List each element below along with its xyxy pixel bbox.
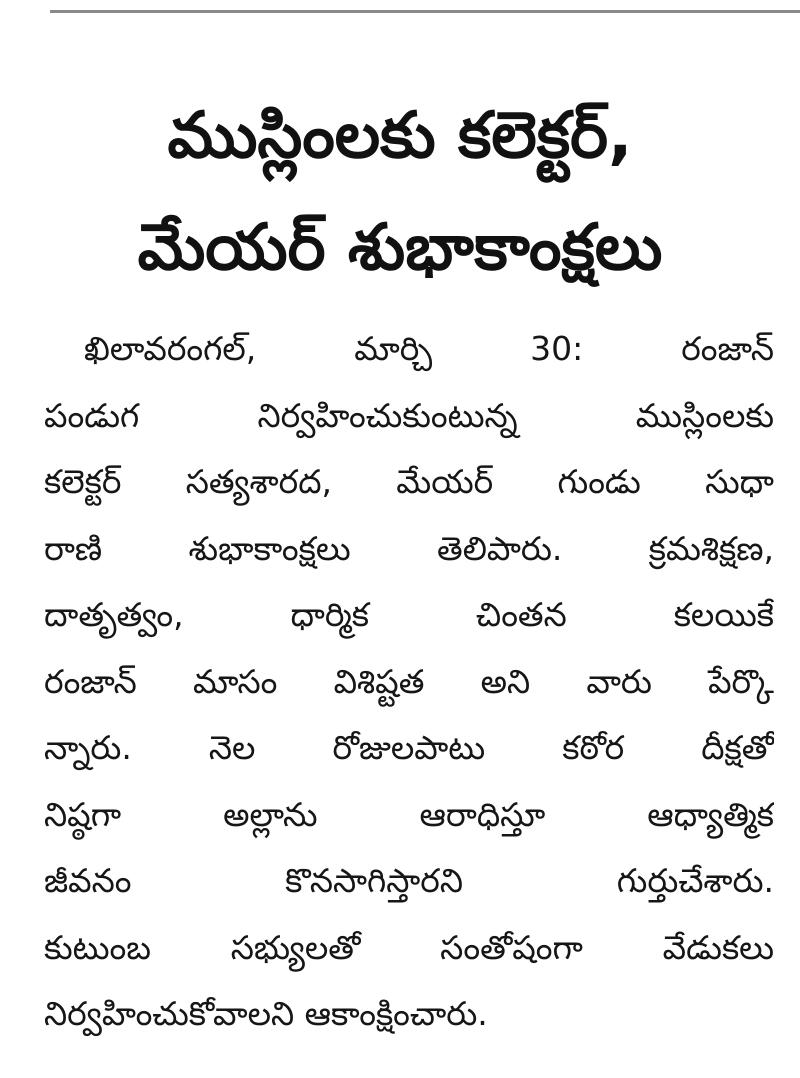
body-line: నిర్వహించుకోవాలని ఆకాంక్షించారు. (44, 994, 488, 1033)
body-line: కలెక్టర్ సత్యశారద, మేయర్ గుండు సుధా (44, 462, 774, 501)
article-headline (20, 80, 780, 304)
headline-line-2: మేయర్ శుభాకాంక్షలు (137, 211, 663, 285)
body-line: దాతృత్వం, ధార్మిక చింతన కలయికే (44, 595, 774, 634)
top-rule (50, 10, 800, 13)
body-line: రంజాన్ మాసం విశిష్టత అని వారు పేర్కొ (44, 661, 774, 701)
body-line: జీవనం కొనసాగిస్తారని గుర్తుచేశారు. (44, 861, 774, 900)
body-line: న్నారు. నెల రోజులపాటు కఠోర దీక్షతో (44, 728, 774, 767)
body-line: పండుగ నిర్వహించుకుంటున్న ముస్లింలకు (44, 395, 774, 435)
body-line: కుటుంబ సభ్యులతో సంతోషంగా వేడుకలు (44, 927, 774, 967)
headline-line-1: ముస్లింలకు కలెక్టర్, (167, 99, 633, 173)
body-line: ఖిలావరంగల్, మార్చి 30: రంజాన్ (84, 329, 774, 368)
article-body (44, 316, 774, 1048)
body-line: నిష్ఠగా అల్లాను ఆరాధిస్తూ ఆధ్యాత్మిక (44, 794, 774, 834)
body-line: రాణి శుభాకాంక్షలు తెలిపారు. క్రమశిక్షణ, (44, 528, 774, 568)
